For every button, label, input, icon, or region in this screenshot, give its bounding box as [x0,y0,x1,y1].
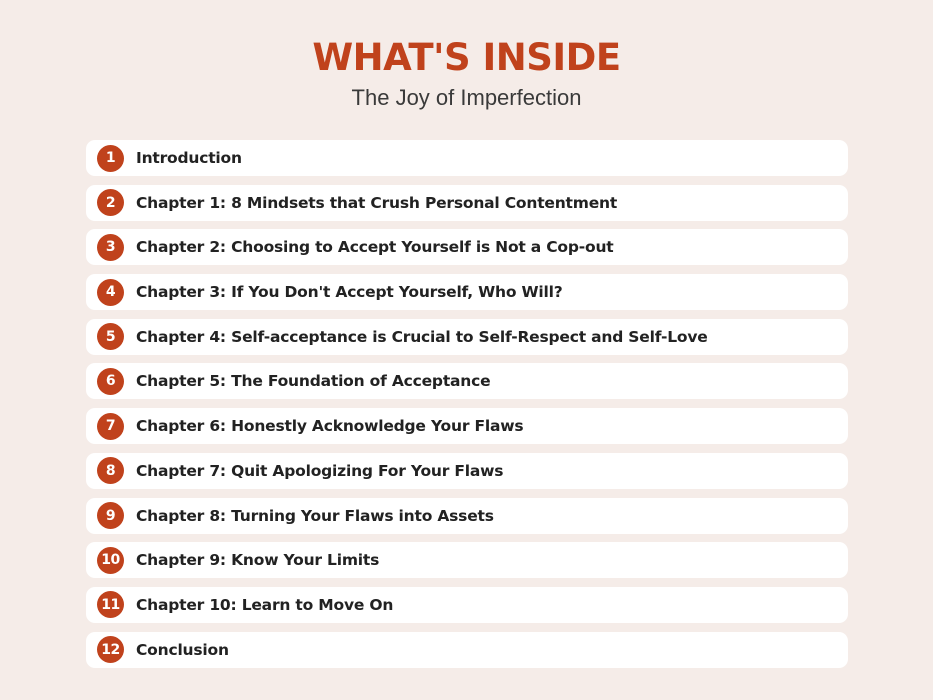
list-item [86,587,848,623]
item-number-badge: 5 [97,323,124,350]
item-number-badge: 12 [97,636,124,663]
item-label: Chapter 1: 8 Mindsets that Crush Personal Contentment [136,193,618,212]
list-item [86,363,848,399]
item-label: Chapter 7: Quit Apologizing For Your Flaws [136,461,504,480]
item-number-badge: 6 [97,368,124,395]
item-number-badge: 7 [97,413,124,440]
list-item [86,185,848,221]
list-item [86,274,848,310]
list-item [86,542,848,578]
list-item [86,140,848,176]
item-label: Chapter 10: Learn to Move On [136,595,394,614]
item-number-badge: 3 [97,234,124,261]
header [0,36,933,111]
list-item [86,453,848,489]
item-label: Chapter 4: Self-acceptance is Crucial to Self-Respect and Self-Love [136,327,708,346]
item-label: Chapter 6: Honestly Acknowledge Your Flaws [136,417,524,436]
item-label: Chapter 9: Know Your Limits [136,551,380,570]
item-number-badge: 10 [97,547,124,574]
item-label: Chapter 8: Turning Your Flaws into Assets [136,506,494,525]
item-label: Chapter 2: Choosing to Accept Yourself is Not a Cop-out [136,238,614,257]
table-of-contents [86,140,848,676]
list-item [86,498,848,534]
item-number-badge: 4 [97,279,124,306]
item-label: Conclusion [136,640,229,659]
item-number-badge: 1 [97,145,124,172]
list-item [86,229,848,265]
item-label: Chapter 3: If You Don't Accept Yourself, Who Will? [136,283,563,302]
item-label: Chapter 5: The Foundation of Acceptance [136,372,491,391]
item-number-badge: 9 [97,502,124,529]
item-number-badge: 11 [97,591,124,618]
item-number-badge: 2 [97,189,124,216]
item-number-badge: 8 [97,457,124,484]
page-subtitle: The Joy of Imperfection [351,85,582,110]
list-item [86,319,848,355]
list-item [86,632,848,668]
list-item [86,408,848,444]
item-label: Introduction [136,149,242,167]
page-title: WHAT'S INSIDE [312,36,621,79]
